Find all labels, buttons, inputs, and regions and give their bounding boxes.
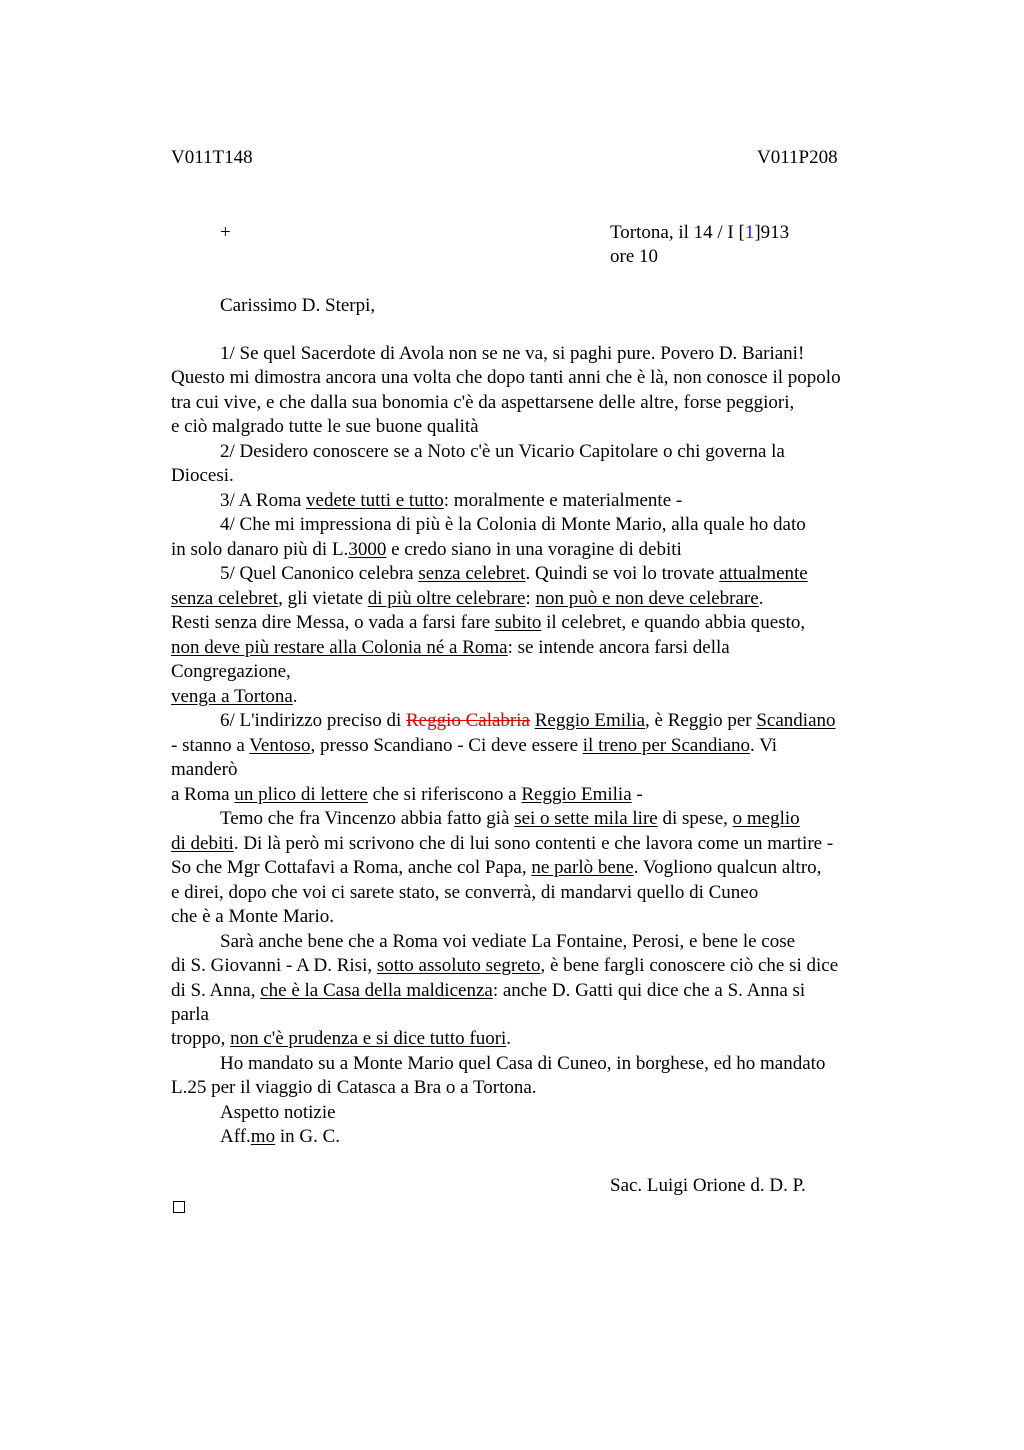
- header-left-code: V011T148: [171, 147, 253, 168]
- line-text: 1/ Se quel Sacerdote di Avola non se ne va, si paghi pure. Povero D. Bariani!: [220, 343, 805, 364]
- line-text: 4/ Che mi impressiona di più è la Colonia di Monte Mario, alla quale ho dato: [220, 514, 806, 535]
- dateline-place: [610, 221, 789, 245]
- line-text: e credo siano in una voragine di debiti: [386, 539, 682, 560]
- underlined-text: ne parlò bene: [531, 857, 634, 878]
- line-text: il celebret, e quando abbia questo,: [541, 612, 806, 633]
- letter-line: [171, 832, 833, 856]
- underlined-text: che è la Casa della maldicenza: [260, 980, 493, 1001]
- letter-line: [171, 1003, 209, 1027]
- line-text: , è bene fargli conoscere ciò che si dice: [540, 955, 839, 976]
- dateline-bracket-number: 1: [744, 222, 755, 243]
- underlined-text: 3000: [348, 539, 387, 560]
- letter-line: [220, 930, 795, 954]
- signature: Sac. Luigi Orione d. D. P.: [610, 1175, 806, 1196]
- line-text: troppo,: [171, 1028, 231, 1049]
- line-text: di S. Anna,: [171, 980, 261, 1001]
- line-text: in solo danaro più di L.: [171, 539, 349, 560]
- underlined-text: Reggio Emilia: [534, 710, 646, 731]
- underlined-text: Ventoso: [249, 735, 311, 756]
- letter-line: [171, 734, 777, 758]
- letter-line: [171, 464, 234, 488]
- header-right-code: V011P208: [757, 147, 838, 168]
- letter-line: [171, 587, 763, 611]
- underlined-text: Reggio Emilia: [521, 784, 632, 805]
- line-text: : anche D. Gatti qui dice che a S. Anna si: [492, 980, 806, 1001]
- line-text: 3/ A Roma: [220, 490, 307, 511]
- underlined-text: vedete tutti e tutto: [306, 490, 444, 511]
- dateline-place-text: Tortona, il 14 / I [: [610, 222, 745, 243]
- dateline-time: ore 10: [610, 246, 659, 267]
- letter-line: [171, 1076, 537, 1100]
- line-text: Questo mi dimostra ancora una volta che dopo tanti anni che è là, non conosce il popolo: [171, 367, 841, 388]
- line-text: - stanno a: [171, 735, 250, 756]
- line-text: di S. Giovanni - A D. Risi,: [171, 955, 377, 976]
- letter-line: [171, 758, 237, 782]
- letter-line: [171, 856, 821, 880]
- letter-line: [171, 881, 758, 905]
- line-text: : se intende ancora farsi della: [507, 637, 730, 658]
- line-text: Ho mandato su a Monte Mario quel Casa di Cuneo, in borghese, ed ho mandato: [220, 1053, 826, 1074]
- underlined-text: sei o sette mila lire: [514, 808, 658, 829]
- underlined-text: sotto assoluto segreto: [376, 955, 541, 976]
- line-text: Sarà anche bene che a Roma voi vediate La Fontaine, Perosi, e bene le cose: [220, 931, 796, 952]
- letter-line: [220, 562, 808, 586]
- letter-line: [220, 807, 800, 831]
- letter-line: [171, 783, 643, 807]
- line-text: Diocesi.: [171, 465, 234, 486]
- line-text: , presso Scandiano - Ci deve essere: [310, 735, 583, 756]
- line-text: Resti senza dire Messa, o vada a farsi fare: [171, 612, 495, 633]
- line-text: . Quindi se voi lo trovate: [525, 563, 720, 584]
- line-text: So che Mgr Cottafavi a Roma, anche col Papa,: [171, 857, 532, 878]
- letter-line: [171, 538, 682, 562]
- letter-line: [220, 489, 682, 513]
- line-text: .: [758, 588, 764, 609]
- underlined-text: Scandiano: [756, 710, 836, 731]
- underlined-text: non può e non deve celebrare: [535, 588, 759, 609]
- line-text: in G. C.: [275, 1126, 341, 1147]
- letter-line: [171, 954, 838, 978]
- cross-mark: +: [220, 222, 231, 243]
- letter-line: [220, 513, 806, 537]
- line-text: .: [292, 686, 298, 707]
- letter-line: [171, 611, 805, 635]
- underlined-text: di debiti: [171, 833, 234, 854]
- line-text: :: [525, 588, 536, 609]
- line-text: . Di là però mi scrivono che di lui sono contenti e che lavora come un martire -: [233, 833, 834, 854]
- salutation: Carissimo D. Sterpi,: [220, 295, 376, 316]
- line-text: . Vi: [750, 735, 778, 756]
- letter-line: [220, 1052, 825, 1076]
- line-text: parla: [171, 1004, 209, 1025]
- letter-line: [171, 685, 298, 709]
- line-text: e direi, dopo che voi ci sarete stato, se converrà, di mandarvi quello di Cuneo: [171, 882, 759, 903]
- line-text: Aspetto notizie: [220, 1102, 336, 1123]
- line-text: manderò: [171, 759, 238, 780]
- line-text: L.25 per il viaggio di Catasca a Bra o a Tortona.: [171, 1077, 537, 1098]
- line-text: Congregazione,: [171, 661, 291, 682]
- letter-line: [220, 342, 804, 366]
- line-text: Temo che fra Vincenzo abbia fatto già: [220, 808, 515, 829]
- letter-line: [171, 905, 334, 929]
- letter-line: [171, 366, 841, 390]
- line-text: e ciò malgrado tutte le sue buone qualità: [171, 416, 479, 437]
- line-text: di spese,: [657, 808, 733, 829]
- letter-line: [220, 1125, 340, 1149]
- underlined-text: non deve più restare alla Colonia né a Roma: [171, 637, 508, 658]
- underlined-text: o meglio: [732, 808, 800, 829]
- underlined-text: il treno per Scandiano: [582, 735, 751, 756]
- letter-line: [171, 391, 794, 415]
- line-text: : moralmente e materialmente -: [443, 490, 683, 511]
- underlined-text: subito: [494, 612, 542, 633]
- underlined-text: non c'è prudenza e si dice tutto fuori: [230, 1028, 507, 1049]
- line-text: tra cui vive, e che dalla sua bonomia c'è da aspettarsene delle altre, forse peggiori,: [171, 392, 795, 413]
- underlined-text: un plico di lettere: [234, 784, 368, 805]
- line-text: -: [631, 784, 643, 805]
- underlined-text: senza celebret: [418, 563, 526, 584]
- underlined-text: venga a Tortona: [171, 686, 293, 707]
- letter-line: [220, 440, 785, 464]
- empty-square-icon: [173, 1201, 185, 1213]
- underlined-text: di più oltre celebrare: [367, 588, 526, 609]
- underlined-text: mo: [250, 1126, 276, 1147]
- line-text: 5/ Quel Canonico celebra: [220, 563, 419, 584]
- underlined-text: senza celebret: [171, 588, 279, 609]
- line-text: 6/ L'indirizzo preciso di: [220, 710, 406, 731]
- underlined-text: attualmente: [719, 563, 808, 584]
- line-text: a Roma: [171, 784, 235, 805]
- letter-line: [171, 979, 805, 1003]
- line-text: , è Reggio per: [645, 710, 757, 731]
- line-text: .: [506, 1028, 512, 1049]
- line-text: . Vogliono qualcun altro,: [633, 857, 822, 878]
- letter-line: [220, 1101, 336, 1125]
- line-text: 2/ Desidero conoscere se a Noto c'è un Vicario Capitolare o chi governa la: [220, 441, 785, 462]
- letter-line: [171, 415, 479, 439]
- letter-line: [171, 636, 730, 660]
- line-text: Aff.: [220, 1126, 251, 1147]
- line-text: che si riferiscono a: [367, 784, 522, 805]
- letter-line: [171, 1027, 511, 1051]
- letter-line: [171, 660, 291, 684]
- struck-text: Reggio Calabria: [405, 710, 530, 731]
- letter-line: [220, 709, 836, 733]
- line-text: che è a Monte Mario.: [171, 906, 335, 927]
- dateline-year-tail: ]913: [754, 222, 790, 243]
- line-text: , gli vietate: [278, 588, 368, 609]
